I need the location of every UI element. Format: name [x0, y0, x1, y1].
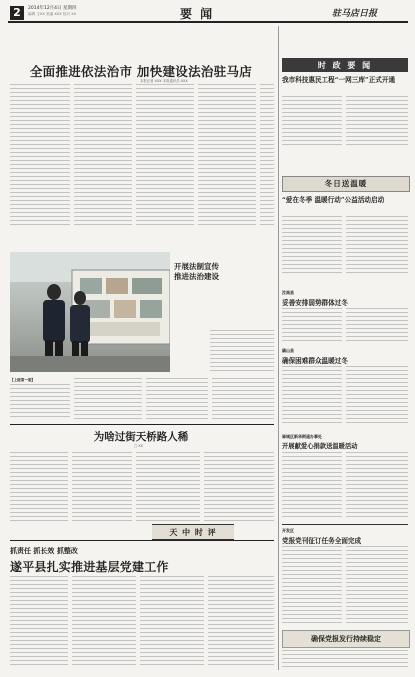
- photo-caption-title: [174, 262, 274, 282]
- lead-headline: 全面推进依法治市 加快建设法治驻马店: [29, 64, 253, 79]
- news-item-1-col-2: [346, 96, 408, 146]
- column-divider: [278, 26, 279, 670]
- issue-date: 2014年12月4日 星期四: [28, 6, 77, 11]
- bottom-col-1: [10, 576, 68, 668]
- news-item-2-title: “爱在冬季 温暖行动”公益活动启动: [282, 196, 385, 204]
- small-item-col-1: [10, 384, 70, 420]
- commentary-rule: [10, 424, 274, 425]
- masthead: 驻马店日报: [332, 9, 378, 19]
- commentary-col-4: [204, 452, 274, 522]
- news-item-5-col-1: [282, 452, 342, 520]
- photo-caption-title-line-1: 开展法制宣传: [174, 262, 219, 271]
- commentary-byline: □ XX: [134, 444, 143, 448]
- commentary-col-3: [136, 452, 200, 522]
- news-item-7-body: [282, 650, 408, 670]
- news-item-3-col-2: [346, 308, 408, 344]
- news-item-2-col-2: [346, 216, 408, 274]
- bottom-rule: [10, 540, 274, 541]
- right-rule: [282, 524, 408, 525]
- lead-byline: 本报记者 XXX 本报通讯员 XXX: [140, 79, 188, 83]
- column-banner: 天 中 时 评: [152, 524, 234, 540]
- bottom-headline: 遂平县扎实推进基层党建工作: [10, 560, 169, 574]
- news-item-3-unit: 汝南县: [282, 290, 294, 295]
- lead-body-col-3: [136, 84, 194, 228]
- page-number-box: [10, 6, 24, 20]
- section-title: 要 闻: [180, 7, 215, 21]
- lead-body-col-4: [198, 84, 256, 228]
- news-item-6-col-2: [346, 546, 408, 624]
- lead-body-col-2: [74, 84, 132, 228]
- lead-body-col-5: [260, 84, 274, 228]
- bottom-col-3: [140, 576, 204, 668]
- editor-line: 编辑 王XX 美编 XXX 校对 XX: [28, 12, 77, 16]
- news-item-5-unit: 驿城区新华街道办事处: [282, 434, 322, 439]
- news-item-4-title: 确保困难群众温暖过冬: [282, 357, 348, 365]
- commentary-title: 为啥过街天桥路人稀: [93, 431, 189, 443]
- bottom-col-2: [72, 576, 136, 668]
- commentary-col-1: [10, 452, 68, 522]
- news-item-4-col-2: [346, 366, 408, 426]
- news-item-3-title: 妥善安排弱势群体过冬: [282, 299, 348, 307]
- commentary-col-2: [72, 452, 132, 522]
- bottom-col-4: [208, 576, 274, 668]
- news-item-1-col-1: [282, 96, 342, 146]
- news-item-6-col-1: [282, 546, 342, 624]
- news-banner: 时 政 要 闻: [282, 58, 408, 72]
- news-item-1-title: 我市科技惠民工程“一网三库”正式开通: [282, 76, 396, 84]
- news-item-2-col-1: [282, 216, 342, 274]
- small-item-col-2: [74, 378, 142, 420]
- photo-scene: [10, 252, 170, 372]
- photo-law-promotion: [10, 252, 170, 372]
- news-item-6-unit: 开发区: [282, 528, 294, 533]
- news-item-4-unit: 确山县: [282, 348, 294, 353]
- small-item-col-3: [146, 378, 208, 420]
- news-item-7-title: 确保党报发行持续稳定: [282, 630, 410, 648]
- page-number: 2: [13, 6, 21, 19]
- lead-body-col-1: [10, 84, 70, 228]
- news-item-6-title: 党报党刊征订任务全面完成: [282, 537, 362, 545]
- header-rule: [8, 21, 408, 23]
- photo-caption-title-line-2: 推进法治建设: [174, 272, 219, 281]
- news-item-5-title: 开展献爱心捐款送温暖活动: [282, 443, 358, 450]
- news-item-5-col-2: [346, 452, 408, 520]
- small-item-title: 【上接第一版】: [10, 378, 36, 382]
- small-item-col-4: [212, 378, 274, 420]
- winter-banner: 冬日送温暖: [282, 176, 410, 192]
- news-item-3-col-1: [282, 308, 342, 344]
- bottom-kicker: 抓责任 抓长效 抓整改: [10, 546, 78, 555]
- news-item-4-col-1: [282, 366, 342, 426]
